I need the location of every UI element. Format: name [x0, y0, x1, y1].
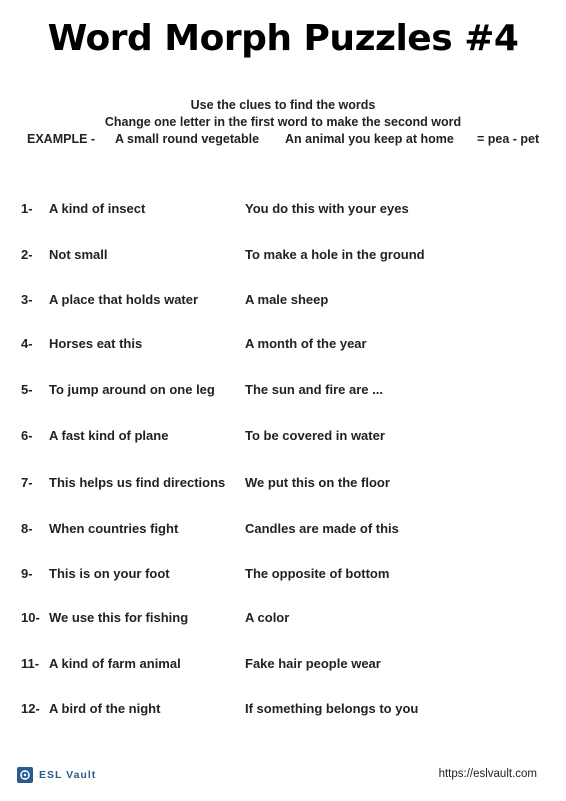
puzzle-row: [0, 428, 566, 448]
puzzle-clue-2: Candles are made of this: [245, 521, 399, 536]
puzzle-clue-1: This helps us find directions: [49, 475, 226, 490]
puzzle-row: [0, 610, 566, 630]
instruction-line-2: Change one letter in the first word to make the second word: [104, 115, 462, 129]
puzzle-clue-1: A kind of farm animal: [49, 656, 181, 671]
puzzle-clue-2: To be covered in water: [245, 428, 385, 443]
puzzle-number: 5-: [21, 382, 33, 397]
puzzle-row: [0, 247, 566, 267]
esl-vault-logo: [17, 766, 96, 784]
puzzle-clue-1: Not small: [49, 247, 108, 262]
puzzle-number: 12-: [21, 701, 40, 716]
puzzle-clue-1: Horses eat this: [49, 336, 143, 351]
puzzle-clue-2: If something belongs to you: [245, 701, 419, 716]
puzzle-row: [0, 292, 566, 312]
puzzle-clue-2: We put this on the floor: [245, 475, 390, 490]
puzzle-row: [0, 382, 566, 402]
puzzle-row: [0, 336, 566, 356]
puzzle-clue-2: A color: [245, 610, 290, 625]
puzzle-row: [0, 475, 566, 495]
puzzle-clue-2: The opposite of bottom: [245, 566, 390, 581]
puzzle-number: 4-: [21, 336, 33, 351]
instruction-line-1: Use the clues to find the words: [190, 98, 376, 112]
logo-text: ESL Vault: [39, 769, 97, 781]
puzzle-clue-1: A kind of insect: [49, 201, 146, 216]
puzzle-row: [0, 566, 566, 586]
puzzle-clue-1: A bird of the night: [49, 701, 161, 716]
puzzle-clue-1: To jump around on one leg: [49, 382, 215, 397]
puzzle-clue-2: The sun and fire are ...: [245, 382, 383, 397]
puzzle-clue-1: When countries fight: [49, 521, 179, 536]
puzzle-number: 2-: [21, 247, 33, 262]
puzzle-number: 9-: [21, 566, 33, 581]
puzzle-row: [0, 701, 566, 721]
example-clue-2: An animal you keep at home: [285, 132, 454, 146]
puzzle-clue-2: Fake hair people wear: [245, 656, 381, 671]
puzzle-clue-1: A place that holds water: [49, 292, 199, 307]
puzzle-clue-2: A month of the year: [245, 336, 367, 351]
puzzle-number: 1-: [21, 201, 33, 216]
puzzle-number: 8-: [21, 521, 33, 536]
puzzle-number: 11-: [21, 656, 40, 671]
puzzle-number: 10-: [21, 610, 40, 625]
puzzle-number: 3-: [21, 292, 33, 307]
page-title: Word Morph Puzzles #4: [47, 18, 519, 59]
site-url[interactable]: https://eslvault.com: [438, 768, 537, 780]
example-label: EXAMPLE -: [27, 132, 96, 146]
puzzle-clue-1: This is on your foot: [49, 566, 170, 581]
example-answer: = pea - pet: [477, 132, 540, 146]
puzzle-row: [0, 656, 566, 676]
puzzle-clue-2: You do this with your eyes: [245, 201, 409, 216]
puzzle-clue-2: To make a hole in the ground: [245, 247, 425, 262]
puzzle-number: 7-: [21, 475, 33, 490]
puzzle-clue-1: We use this for fishing: [49, 610, 189, 625]
example-clue-1: A small round vegetable: [115, 132, 260, 146]
vault-icon: [17, 767, 33, 783]
puzzle-clue-1: A fast kind of plane: [49, 428, 169, 443]
puzzle-row: [0, 521, 566, 541]
puzzle-row: [0, 201, 566, 221]
puzzle-clue-2: A male sheep: [245, 292, 329, 307]
puzzle-number: 6-: [21, 428, 33, 443]
